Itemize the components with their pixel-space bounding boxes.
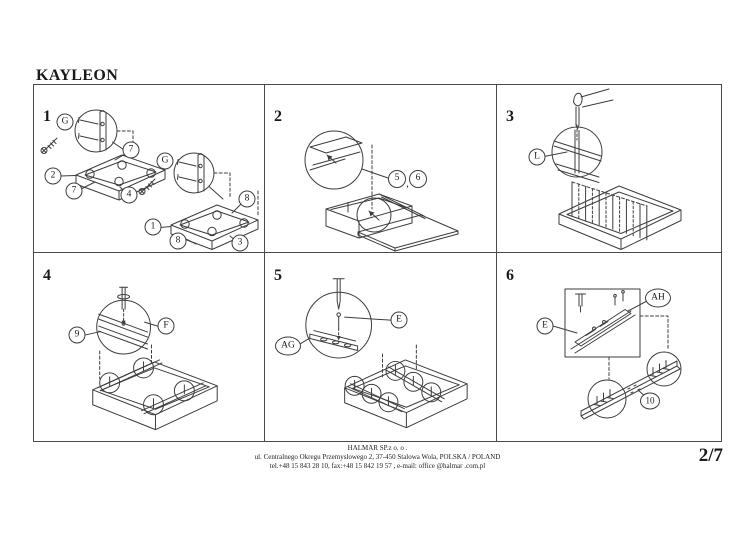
- callout-part-7: 7: [123, 142, 140, 159]
- callout-part-8: 8: [239, 191, 256, 208]
- callout-separator: ,: [406, 178, 409, 190]
- step-5-panel: [265, 253, 497, 441]
- step-2-panel: [265, 85, 497, 253]
- step-5-number: 5: [274, 267, 282, 284]
- step-6-illustration: [497, 253, 721, 441]
- footer-contact: tel.+48 15 843 28 10, fax:+48 15 842 19 57 , e-mail: office @halmar .com.pl: [269, 462, 486, 470]
- step-2-number: 2: [274, 108, 282, 125]
- callout-part-1: 1: [145, 219, 162, 236]
- footer-address: ul. Centralnego Okregu Przemyslowego 2, 37-450 Stalowa Wola, POLSKA / POLAND: [254, 453, 501, 461]
- callout-hardware-ah: AH: [645, 289, 671, 308]
- callout-part-6: 6: [409, 170, 427, 188]
- step-1-number: 1: [43, 108, 51, 125]
- step-1-panel: [34, 85, 265, 253]
- callout-part-10: 10: [640, 393, 660, 410]
- footer-company-name: HALMAR SP.z o. o .: [347, 444, 408, 452]
- callout-hardware-e: E: [391, 312, 408, 329]
- callout-part-3: 3: [232, 235, 249, 252]
- step-4-number: 4: [43, 267, 51, 284]
- steps-grid: [33, 84, 722, 442]
- callout-hardware-ag: AG: [275, 337, 301, 356]
- footer: [33, 444, 722, 471]
- callout-hardware-e: E: [537, 318, 554, 335]
- callout-part-8: 8: [170, 233, 187, 250]
- step-6-number: 6: [506, 267, 514, 284]
- callout-part-5: 5: [388, 170, 406, 188]
- step-6-panel: [497, 253, 721, 441]
- step-3-illustration: [497, 85, 721, 252]
- step-4-panel: [34, 253, 265, 441]
- step-3-panel: [497, 85, 721, 253]
- step-2-illustration: [265, 85, 496, 252]
- callout-part-7: 7: [66, 183, 83, 200]
- step-3-number: 3: [506, 108, 514, 125]
- callout-hardware-l: L: [529, 149, 546, 166]
- callout-part-9: 9: [69, 327, 86, 344]
- callout-hardware-f: F: [158, 318, 175, 335]
- page-number: 2/7: [698, 445, 723, 466]
- callout-hardware-g: G: [157, 153, 174, 170]
- callout-hardware-g: G: [57, 114, 74, 131]
- page-title: KAYLEON: [36, 67, 119, 84]
- callout-part-4: 4: [121, 187, 138, 204]
- callout-part-2: 2: [45, 168, 62, 185]
- step-4-illustration: [34, 253, 264, 441]
